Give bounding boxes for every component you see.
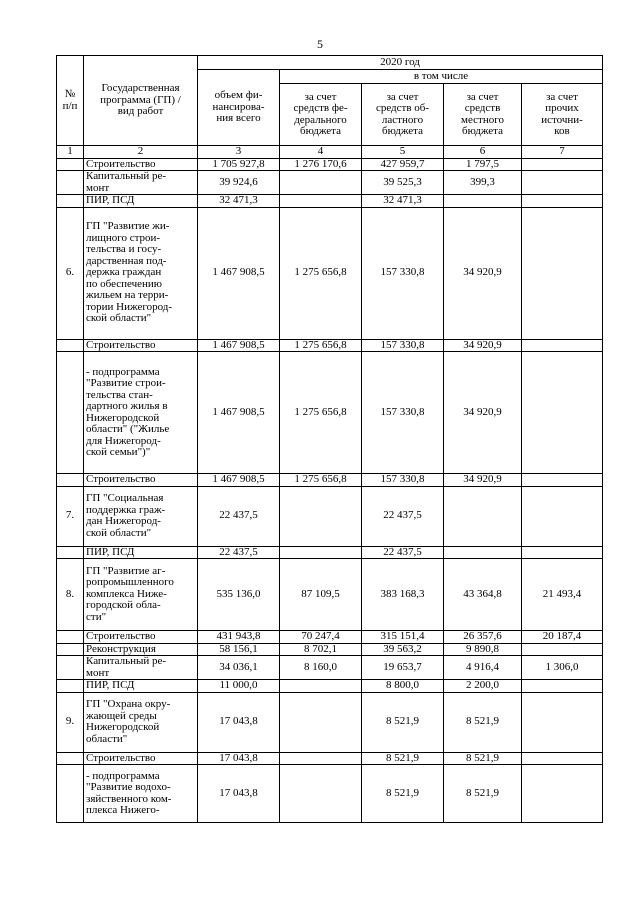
cell-local: 34 920,9 xyxy=(444,352,522,474)
row-name: - подпрограмма "Развитие водохо- зяйственного ком- плекса Нижего- xyxy=(84,765,198,823)
column-number: 3 xyxy=(198,146,280,159)
row-name: ПИР, ПСД xyxy=(84,195,198,208)
cell-total: 22 437,5 xyxy=(198,486,280,546)
cell-total: 58 156,1 xyxy=(198,643,280,656)
cell-federal xyxy=(280,752,362,765)
cell-other: 20 187,4 xyxy=(522,631,603,644)
table-row xyxy=(57,680,603,693)
cell-local xyxy=(444,486,522,546)
cell-local: 1 797,5 xyxy=(444,158,522,171)
cell-regional: 22 437,5 xyxy=(362,546,444,559)
row-number xyxy=(57,656,84,680)
cell-total: 32 471,3 xyxy=(198,195,280,208)
column-number: 5 xyxy=(362,146,444,159)
cell-regional: 39 563,2 xyxy=(362,643,444,656)
cell-total: 1 467 908,5 xyxy=(198,207,280,339)
table-row xyxy=(57,158,603,171)
cell-regional: 8 521,9 xyxy=(362,765,444,823)
cell-other xyxy=(522,486,603,546)
row-name: Строительство xyxy=(84,339,198,352)
table-row xyxy=(57,207,603,339)
page-number: 5 xyxy=(317,37,323,51)
header-total: объем фи- нансирова- ния всего xyxy=(198,70,280,146)
cell-federal: 1 275 656,8 xyxy=(280,352,362,474)
row-name: Строительство xyxy=(84,158,198,171)
cell-regional: 383 168,3 xyxy=(362,559,444,631)
table-row xyxy=(57,559,603,631)
cell-local: 34 920,9 xyxy=(444,207,522,339)
row-number: 6. xyxy=(57,207,84,339)
row-number xyxy=(57,474,84,487)
cell-federal: 8 160,0 xyxy=(280,656,362,680)
cell-federal: 87 109,5 xyxy=(280,559,362,631)
cell-regional: 39 525,3 xyxy=(362,171,444,195)
cell-federal xyxy=(280,195,362,208)
row-name: Реконструкция xyxy=(84,643,198,656)
table-row xyxy=(57,546,603,559)
cell-total: 1 467 908,5 xyxy=(198,474,280,487)
cell-regional: 8 800,0 xyxy=(362,680,444,693)
cell-other xyxy=(522,158,603,171)
cell-local: 34 920,9 xyxy=(444,339,522,352)
table-row xyxy=(57,631,603,644)
row-number xyxy=(57,339,84,352)
cell-local: 2 200,0 xyxy=(444,680,522,693)
cell-other xyxy=(522,195,603,208)
cell-local xyxy=(444,546,522,559)
row-number: 8. xyxy=(57,559,84,631)
table-row xyxy=(57,765,603,823)
cell-total: 1 467 908,5 xyxy=(198,339,280,352)
row-name: ГП "Охрана окру- жающей среды Нижегородской области" xyxy=(84,692,198,752)
row-name: ГП "Социальная поддержка граж- дан Нижегород- ской области" xyxy=(84,486,198,546)
cell-other xyxy=(522,643,603,656)
row-name: ПИР, ПСД xyxy=(84,680,198,693)
cell-regional: 157 330,8 xyxy=(362,339,444,352)
header-local: за счет средств местного бюджета xyxy=(444,84,522,146)
cell-other xyxy=(522,352,603,474)
table-row xyxy=(57,656,603,680)
column-number: 6 xyxy=(444,146,522,159)
cell-total: 17 043,8 xyxy=(198,765,280,823)
cell-regional: 157 330,8 xyxy=(362,207,444,339)
table-row xyxy=(57,171,603,195)
cell-federal: 1 276 170,6 xyxy=(280,158,362,171)
row-name: Капитальный ре- монт xyxy=(84,656,198,680)
header-year: 2020 год xyxy=(198,56,603,70)
cell-regional: 427 959,7 xyxy=(362,158,444,171)
table-row xyxy=(57,339,603,352)
column-number: 7 xyxy=(522,146,603,159)
row-name: - подпрограмма "Развитие строи- тельства стан- дартного жилья в Нижегородской области" ("Жилье для Нижегород- ской семьи")" xyxy=(84,352,198,474)
column-number: 2 xyxy=(84,146,198,159)
cell-total: 1 705 927,8 xyxy=(198,158,280,171)
cell-local: 4 916,4 xyxy=(444,656,522,680)
cell-regional: 22 437,5 xyxy=(362,486,444,546)
cell-regional: 19 653,7 xyxy=(362,656,444,680)
table-row xyxy=(57,352,603,474)
cell-other xyxy=(522,765,603,823)
cell-local: 8 521,9 xyxy=(444,765,522,823)
table-row xyxy=(57,752,603,765)
table-row xyxy=(57,486,603,546)
cell-other xyxy=(522,474,603,487)
table-row xyxy=(57,474,603,487)
cell-federal xyxy=(280,692,362,752)
cell-federal xyxy=(280,765,362,823)
cell-local: 8 521,9 xyxy=(444,752,522,765)
cell-total: 1 467 908,5 xyxy=(198,352,280,474)
row-name: ГП "Развитие аг- ропромышленного комплекса Ниже- городской обла- сти" xyxy=(84,559,198,631)
cell-other xyxy=(522,546,603,559)
cell-local: 9 890,8 xyxy=(444,643,522,656)
cell-federal: 1 275 656,8 xyxy=(280,474,362,487)
header-num: № п/п xyxy=(57,56,84,146)
table-row xyxy=(57,643,603,656)
cell-regional: 32 471,3 xyxy=(362,195,444,208)
row-number xyxy=(57,171,84,195)
cell-total: 17 043,8 xyxy=(198,692,280,752)
header-including: в том числе xyxy=(280,70,603,84)
cell-total: 535 136,0 xyxy=(198,559,280,631)
cell-federal xyxy=(280,546,362,559)
cell-regional: 157 330,8 xyxy=(362,474,444,487)
header-other: за счет прочих источни- ков xyxy=(522,84,603,146)
column-number: 4 xyxy=(280,146,362,159)
table-row xyxy=(57,692,603,752)
row-number xyxy=(57,631,84,644)
row-name: ПИР, ПСД xyxy=(84,546,198,559)
row-number xyxy=(57,765,84,823)
row-number xyxy=(57,352,84,474)
cell-federal: 1 275 656,8 xyxy=(280,207,362,339)
cell-other xyxy=(522,339,603,352)
cell-total: 22 437,5 xyxy=(198,546,280,559)
cell-local xyxy=(444,195,522,208)
table-row xyxy=(57,195,603,208)
row-name: Строительство xyxy=(84,474,198,487)
cell-federal: 8 702,1 xyxy=(280,643,362,656)
cell-regional: 8 521,9 xyxy=(362,692,444,752)
row-name: Строительство xyxy=(84,631,198,644)
cell-local: 34 920,9 xyxy=(444,474,522,487)
header-regional: за счет средств об- ластного бюджета xyxy=(362,84,444,146)
cell-local: 8 521,9 xyxy=(444,692,522,752)
cell-other xyxy=(522,207,603,339)
table-body xyxy=(57,158,603,823)
row-name: ГП "Развитие жи- лищного строи- тельства и госу- дарственная под- держка граждан по обеспечению жильем на терри- тории Нижегород- ской области" xyxy=(84,207,198,339)
column-number: 1 xyxy=(57,146,84,159)
cell-other xyxy=(522,752,603,765)
cell-other: 21 493,4 xyxy=(522,559,603,631)
cell-total: 17 043,8 xyxy=(198,752,280,765)
row-name: Строительство xyxy=(84,752,198,765)
cell-regional: 315 151,4 xyxy=(362,631,444,644)
row-number: 9. xyxy=(57,692,84,752)
cell-local: 43 364,8 xyxy=(444,559,522,631)
cell-federal: 1 275 656,8 xyxy=(280,339,362,352)
row-number xyxy=(57,680,84,693)
cell-federal xyxy=(280,486,362,546)
cell-local: 399,3 xyxy=(444,171,522,195)
cell-total: 431 943,8 xyxy=(198,631,280,644)
budget-table xyxy=(56,55,603,823)
cell-regional: 157 330,8 xyxy=(362,352,444,474)
cell-other xyxy=(522,692,603,752)
row-name: Капитальный ре- монт xyxy=(84,171,198,195)
cell-federal: 70 247,4 xyxy=(280,631,362,644)
row-number xyxy=(57,546,84,559)
cell-other xyxy=(522,680,603,693)
cell-total: 11 000,0 xyxy=(198,680,280,693)
cell-federal xyxy=(280,171,362,195)
cell-federal xyxy=(280,680,362,693)
row-number xyxy=(57,158,84,171)
cell-local: 26 357,6 xyxy=(444,631,522,644)
row-number: 7. xyxy=(57,486,84,546)
header-federal: за счет средств фе- дерального бюджета xyxy=(280,84,362,146)
cell-other xyxy=(522,171,603,195)
cell-total: 39 924,6 xyxy=(198,171,280,195)
row-number xyxy=(57,195,84,208)
cell-total: 34 036,1 xyxy=(198,656,280,680)
row-number xyxy=(57,752,84,765)
cell-other: 1 306,0 xyxy=(522,656,603,680)
header-program: Государственная программа (ГП) / вид работ xyxy=(84,56,198,146)
cell-regional: 8 521,9 xyxy=(362,752,444,765)
row-number xyxy=(57,643,84,656)
